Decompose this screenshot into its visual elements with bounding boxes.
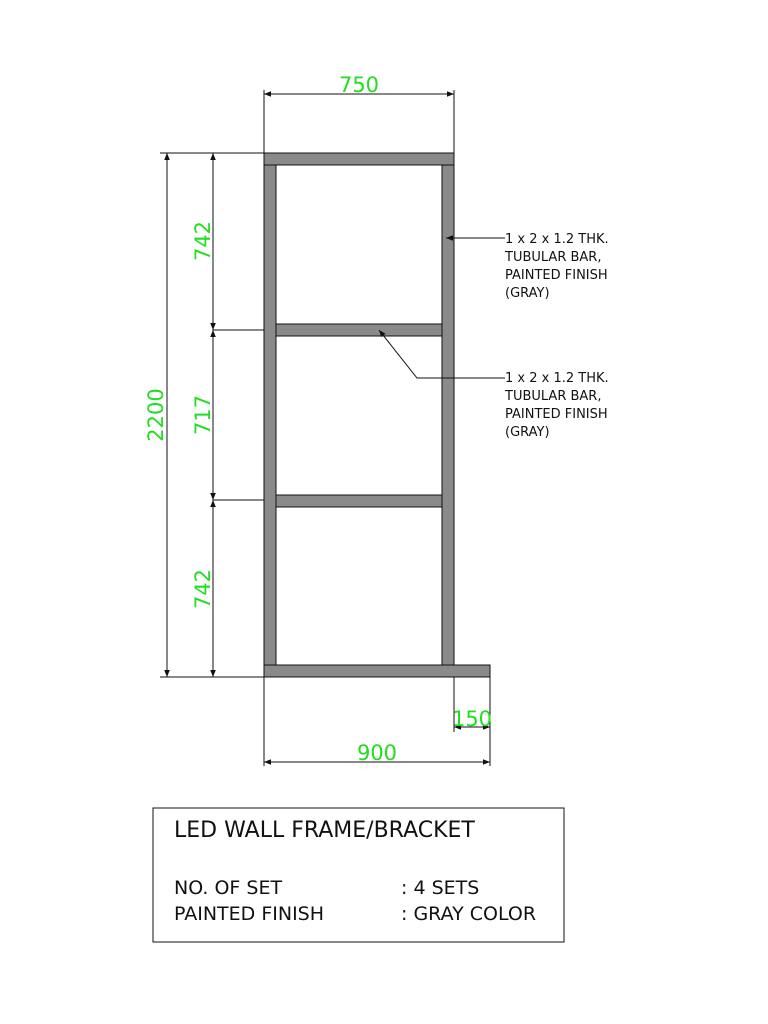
- title-block-row-2-value: : GRAY COLOR: [401, 903, 537, 925]
- note-outer-frame: [504, 232, 613, 301]
- frame-inner-panel-top: [276, 165, 442, 324]
- frame-cross-bar-upper: [276, 324, 442, 336]
- note-cross-bar-line-4: (GRAY): [505, 425, 550, 440]
- note-cross-bar-line-3: PAINTED FINISH: [505, 407, 608, 422]
- dimension-seg-mid-label: 717: [191, 394, 215, 436]
- dimension-top-width-label: 750: [338, 73, 380, 97]
- dimension-base-ext-label: 150: [451, 707, 493, 731]
- led-wall-frame: [264, 153, 490, 677]
- title-block: [153, 808, 564, 942]
- note-cross-bar: [504, 371, 613, 440]
- dimension-seg-top-label: 742: [191, 220, 215, 262]
- frame-base-bar: [264, 665, 490, 677]
- note-outer-frame-line-2: TUBULAR BAR,: [505, 250, 602, 265]
- frame-inner-panel-bot: [276, 507, 442, 665]
- note-cross-bar-line-2: TUBULAR BAR,: [505, 389, 602, 404]
- dimension-top-width: [264, 90, 454, 153]
- frame-left-post: [264, 153, 276, 677]
- dimension-segments: [213, 153, 264, 677]
- note-cross-bar-line-1: 1 x 2 x 1.2 THK.: [505, 371, 609, 386]
- title-block-title: LED WALL FRAME/BRACKET: [174, 818, 475, 843]
- title-block-row-2-label: PAINTED FINISH: [174, 903, 325, 925]
- frame-top-bar: [264, 153, 454, 165]
- dimension-seg-bot-label: 742: [191, 568, 215, 610]
- frame-cross-bar-lower: [276, 495, 442, 507]
- dimension-base-width-label: 900: [356, 741, 398, 765]
- title-block-row-1-value: : 4 SETS: [401, 877, 480, 899]
- title-block-row-1-label: NO. OF SET: [174, 877, 283, 899]
- note-outer-frame-line-3: PAINTED FINISH: [505, 268, 608, 283]
- note-outer-frame-line-4: (GRAY): [505, 286, 550, 301]
- note-outer-frame-line-1: 1 x 2 x 1.2 THK.: [505, 232, 609, 247]
- frame-right-post: [442, 153, 454, 677]
- frame-inner-panel-mid: [276, 336, 442, 495]
- dimension-total-height-label: 2200: [144, 388, 168, 442]
